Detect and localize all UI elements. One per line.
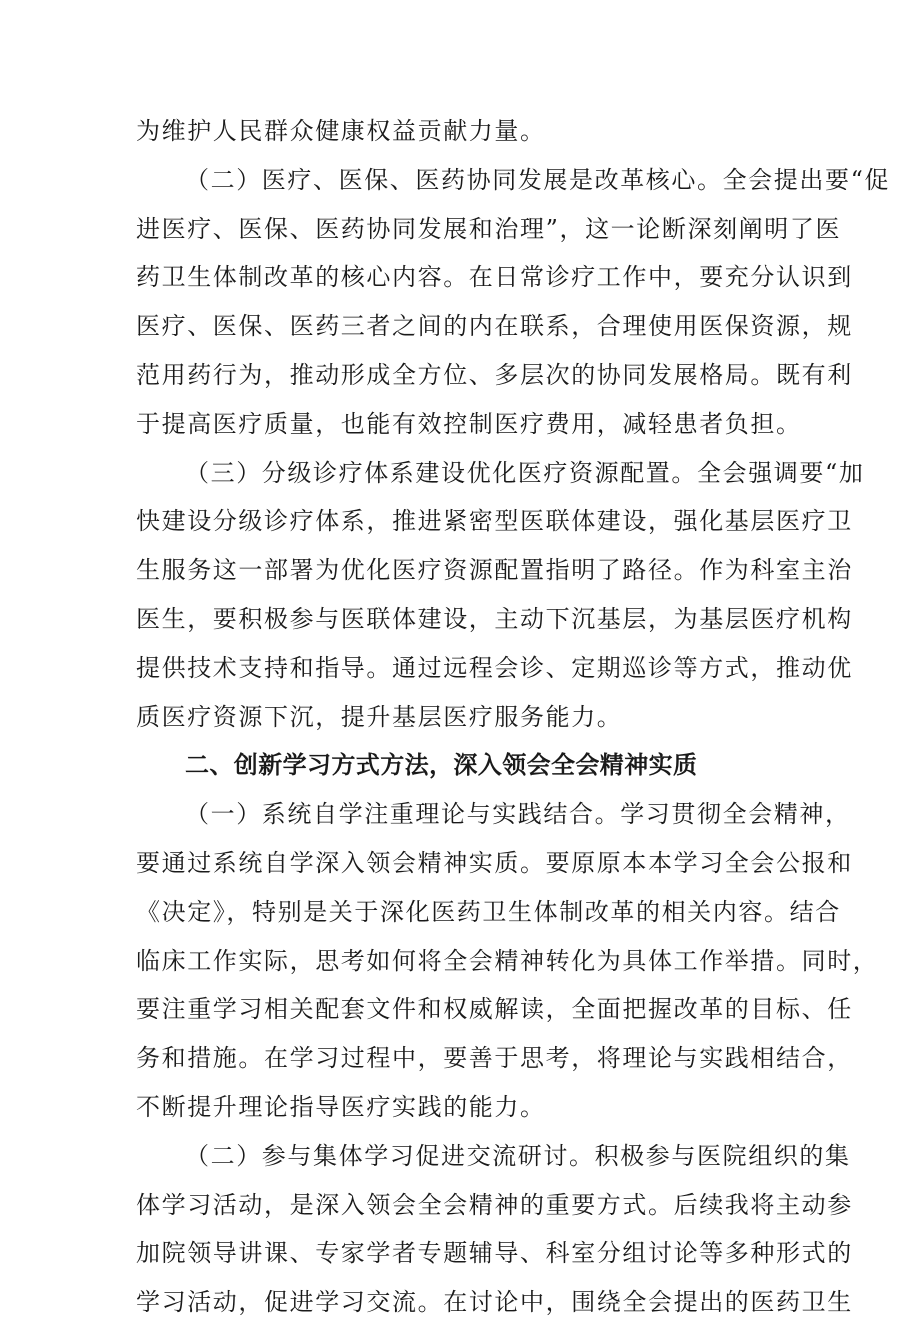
text-line: 医生，要积极参与医联体建设，主动下沉基层，为基层医疗机构 — [136, 605, 853, 633]
text-line: （三）分级诊疗体系建设优化医疗资源配置。全会强调要“加 — [185, 459, 865, 487]
text-line: 生服务这一部署为优化医疗资源配置指明了路径。作为科室主治 — [136, 556, 853, 584]
text-line: 学习活动，促进学习交流。在讨论中，围绕全会提出的医药卫生 — [136, 1288, 853, 1316]
text-line: 提供技术支持和指导。通过远程会诊、定期巡诊等方式，推动优 — [136, 654, 853, 682]
text-line: 要注重学习相关配套文件和权威解读，全面把握改革的目标、任 — [136, 995, 853, 1023]
text-line: 加院领导讲课、专家学者专题辅导、科室分组讨论等多种形式的 — [136, 1239, 853, 1267]
text-line: 范用药行为，推动形成全方位、多层次的协同发展格局。既有利 — [136, 361, 853, 389]
text-line: 医疗、医保、医药三者之间的内在联系，合理使用医保资源，规 — [136, 312, 853, 340]
text-line: 进医疗、医保、医药协同发展和治理”，这一论断深刻阐明了医 — [136, 215, 842, 243]
text-line: （二）医疗、医保、医药协同发展是改革核心。全会提出要“促 — [185, 166, 891, 194]
text-line: 临床工作实际，思考如何将全会精神转化为具体工作举措。同时， — [136, 947, 879, 975]
text-line: 快建设分级诊疗体系，推进紧密型医联体建设，强化基层医疗卫 — [136, 507, 853, 535]
section-heading: 二、创新学习方式方法，深入领会全会精神实质 — [185, 751, 698, 779]
text-line: 《决定》，特别是关于深化医药卫生体制改革的相关内容。结合 — [136, 898, 841, 926]
text-line: 为维护人民群众健康权益贡献力量。 — [136, 117, 546, 145]
text-line: 于提高医疗质量，也能有效控制医疗费用，减轻患者负担。 — [136, 410, 802, 438]
text-line: 务和措施。在学习过程中，要善于思考，将理论与实践相结合， — [136, 1044, 853, 1072]
text-line: 质医疗资源下沉，提升基层医疗服务能力。 — [136, 703, 623, 731]
text-line: 药卫生体制改革的核心内容。在日常诊疗工作中，要充分认识到 — [136, 263, 853, 291]
text-line: 要通过系统自学深入领会精神实质。要原原本本学习全会公报和 — [136, 849, 853, 877]
text-line: （一）系统自学注重理论与实践结合。学习贯彻全会精神， — [185, 800, 851, 828]
text-line: 体学习活动，是深入领会全会精神的重要方式。后续我将主动参 — [136, 1191, 853, 1219]
text-line: （二）参与集体学习促进交流研讨。积极参与医院组织的集 — [185, 1142, 851, 1170]
text-line: 不断提升理论指导医疗实践的能力。 — [136, 1093, 546, 1121]
